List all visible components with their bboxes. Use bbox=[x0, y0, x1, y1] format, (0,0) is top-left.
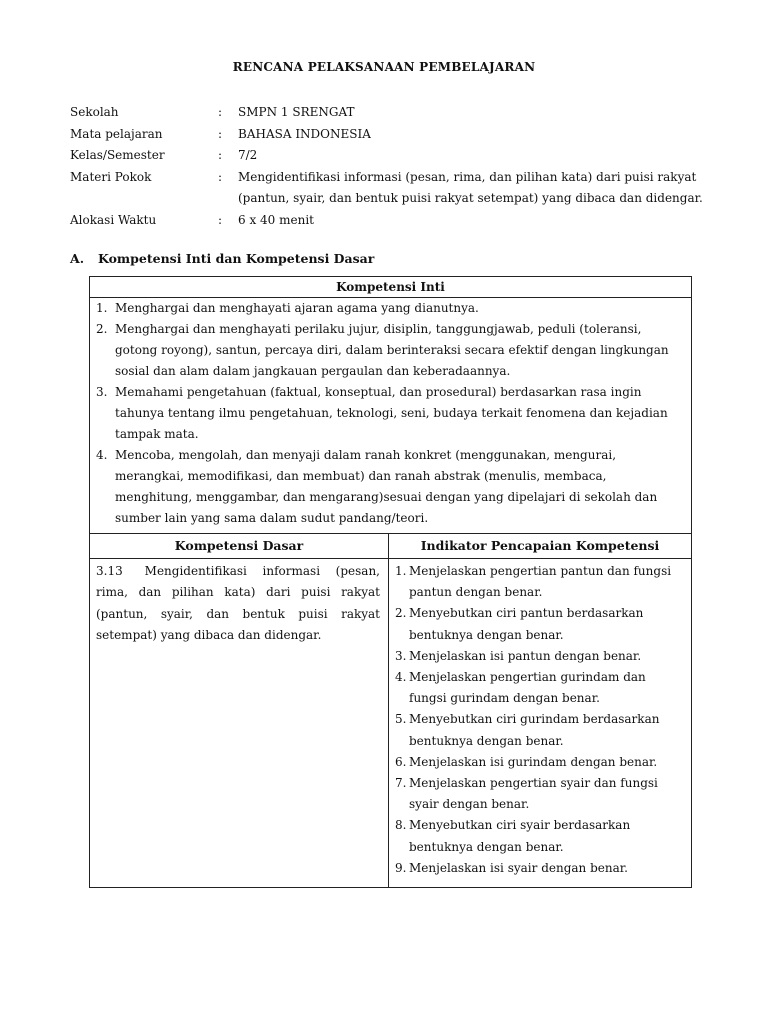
list-item bbox=[96, 382, 685, 445]
item-number: 2. bbox=[96, 322, 108, 336]
meta-row-mata-pelajaran bbox=[70, 124, 710, 146]
indikator-column bbox=[389, 534, 691, 887]
item-text: Mencoba, mengolah, dan menyaji dalam ranah konkret (menggunakan, mengurai, merangkai, memodifikasi, dan membuat) dan ranah abstrak (menulis, membaca, menghitung, menggambar, dan mengarang)sesuai dengan yang dipelajari di sekolah dan sumber lain yang sama dalam sudut pandang/teori. bbox=[115, 448, 658, 525]
meta-value: 7/2 bbox=[238, 148, 258, 162]
item-number: 3. bbox=[395, 648, 407, 663]
meta-colon: : bbox=[218, 126, 223, 141]
meta-row-sekolah bbox=[70, 102, 710, 124]
item-number: 3. bbox=[96, 385, 108, 399]
list-item bbox=[395, 603, 685, 645]
meta-label: Kelas/Semester bbox=[70, 148, 165, 162]
document-meta bbox=[70, 102, 710, 231]
competency-table bbox=[89, 276, 692, 888]
section-title: Kompetensi Inti dan Kompetensi Dasar bbox=[98, 251, 375, 266]
meta-row-materi-pokok bbox=[70, 167, 710, 210]
item-text: Menjelaskan pengertian pantun dan fungsi pantun dengan benar. bbox=[409, 564, 672, 600]
item-number: 1. bbox=[96, 301, 108, 315]
item-number: 9. bbox=[395, 860, 407, 875]
meta-colon: : bbox=[218, 212, 223, 227]
item-text: Menjelaskan isi syair dengan benar. bbox=[409, 860, 628, 875]
kd-description: Mengidentifikasi informasi (pesan, rima, dan pilihan kata) dari puisi rakyat (pantun, syair, dan bentuk puisi rakyat setempat) yang dibaca dan didengar. bbox=[96, 564, 380, 642]
list-item bbox=[395, 815, 685, 857]
kompetensi-dasar-column bbox=[90, 534, 389, 887]
kd-number: 3.13 bbox=[96, 564, 123, 578]
item-number: 2. bbox=[395, 606, 407, 621]
list-item bbox=[96, 319, 685, 382]
item-text: Menjelaskan pengertian gurindam dan fungsi gurindam dengan benar. bbox=[409, 670, 646, 706]
list-item bbox=[96, 445, 685, 529]
meta-label: Sekolah bbox=[70, 105, 119, 119]
item-text: Menyebutkan ciri pantun berdasarkan bentuknya dengan benar. bbox=[409, 606, 644, 642]
list-item bbox=[395, 709, 685, 751]
meta-colon: : bbox=[218, 169, 223, 184]
list-item bbox=[395, 858, 685, 879]
item-number: 1. bbox=[395, 564, 407, 578]
meta-label: Mata pelajaran bbox=[70, 126, 163, 141]
item-text: Memahami pengetahuan (faktual, konseptual, dan prosedural) berdasarkan rasa ingin tahunya tentang ilmu pengetahuan, teknologi, seni, budaya terkait fenomena dan kejadian tampak mata. bbox=[115, 385, 668, 441]
section-letter: A. bbox=[70, 251, 85, 266]
meta-value: 6 x 40 menit bbox=[238, 212, 314, 227]
document-title: RENCANA PELAKSANAAN PEMBELAJARAN bbox=[232, 60, 536, 74]
item-number: 8. bbox=[395, 818, 407, 833]
item-text: Menjelaskan isi gurindam dengan benar. bbox=[409, 754, 658, 769]
item-text: Menjelaskan pengertian syair dan fungsi syair dengan benar. bbox=[409, 776, 658, 812]
section-heading bbox=[70, 251, 374, 266]
item-text: Menjelaskan isi pantun dengan benar. bbox=[409, 648, 642, 663]
list-item bbox=[395, 752, 685, 773]
meta-value: Mengidentifikasi informasi (pesan, rima, dan pilihan kata) dari puisi rakyat (pantun, syair, dan bentuk puisi rakyat setempat) yang dibaca dan didengar. bbox=[238, 169, 703, 205]
item-text: Menghargai dan menghayati ajaran agama yang dianutnya. bbox=[115, 301, 479, 315]
kompetensi-dasar-text bbox=[90, 559, 388, 646]
list-item bbox=[395, 561, 685, 603]
kompetensi-inti-box bbox=[89, 276, 692, 534]
item-number: 7. bbox=[395, 776, 407, 791]
list-item bbox=[395, 667, 685, 709]
list-item bbox=[395, 773, 685, 815]
indikator-header: Indikator Pencapaian Kompetensi bbox=[389, 534, 691, 559]
meta-row-kelas-semester bbox=[70, 145, 710, 167]
kompetensi-inti-list bbox=[90, 298, 691, 533]
meta-value: SMPN 1 SRENGAT bbox=[238, 105, 355, 119]
kompetensi-inti-header: Kompetensi Inti bbox=[90, 277, 691, 298]
list-item bbox=[96, 298, 685, 319]
item-text: Menyebutkan ciri syair berdasarkan bentuknya dengan benar. bbox=[409, 818, 631, 854]
kompetensi-dasar-header: Kompetensi Dasar bbox=[90, 534, 388, 559]
item-number: 4. bbox=[395, 670, 407, 685]
meta-colon: : bbox=[218, 105, 223, 119]
meta-label: Alokasi Waktu bbox=[70, 212, 157, 227]
item-number: 6. bbox=[395, 754, 407, 769]
item-number: 5. bbox=[395, 712, 407, 727]
meta-row-alokasi-waktu bbox=[70, 210, 710, 232]
item-text: Menyebutkan ciri gurindam berdasarkan bentuknya dengan benar. bbox=[409, 712, 660, 748]
meta-value: BAHASA INDONESIA bbox=[238, 126, 371, 141]
list-item bbox=[395, 646, 685, 667]
item-number: 4. bbox=[96, 448, 108, 462]
meta-colon: : bbox=[218, 148, 223, 162]
indikator-list bbox=[389, 559, 691, 879]
meta-label: Materi Pokok bbox=[70, 169, 152, 184]
item-text: Menghargai dan menghayati perilaku jujur, disiplin, tanggungjawab, peduli (toleransi, gotong royong), santun, percaya diri, dalam berinteraksi secara efektif dengan lingkungan sosial dan alam dalam jangkauan pergaulan dan keberadaannya. bbox=[115, 322, 669, 378]
kd-indikator-grid bbox=[89, 534, 692, 888]
